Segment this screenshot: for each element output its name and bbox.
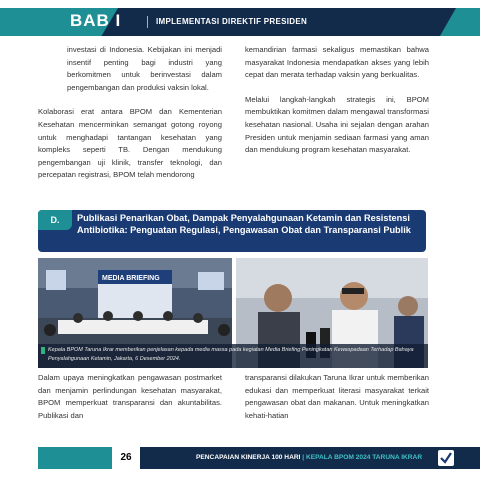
column-left-top (38, 44, 222, 194)
caption-marker (41, 347, 45, 354)
banner-text: MEDIA BRIEFING (102, 275, 160, 282)
header-divider (147, 16, 148, 28)
paragraph: Dalam upaya meningkatkan pengawasan postmarket dan menjamin perlindungan kesehatan masyarakat, BPOM memperkuat transparansi dan akuntabilitas. Publikasi dan (38, 373, 222, 420)
chapter-title: IMPLEMENTASI DIREKTIF PRESIDEN (156, 17, 308, 26)
paragraph: Kolaborasi erat antara BPOM dan Kementerian Kesehatan mencerminkan semangat gotong royong untuk menghadapi tantangan kesehatan yang kompleks seperti TB. Dengan mendukung pengembangan uji klinik, transfer teknologi, dan percepatan registrasi, BPOM telah mendorong (38, 107, 222, 180)
checkmark-icon (438, 450, 454, 466)
footer-text-accent: | KEPALA BPOM 2024 TARUNA IKRAR (302, 454, 423, 461)
column-left-bottom (38, 372, 222, 434)
page-header (0, 0, 480, 44)
chapter-label: BAB I (70, 11, 122, 30)
column-right-top (245, 44, 429, 169)
bpom-logo-icon (438, 450, 454, 466)
section-label: D. (38, 210, 72, 230)
column-right-bottom (245, 372, 429, 434)
paragraph: kemandirian farmasi sekaligus memastikan bahwa masyarakat Indonesia mendapatkan akses yang lebih cepat dan merata terhadap vaksin yang berkualitas. (245, 45, 429, 80)
paragraph: investasi di Indonesia. Kebijakan ini menjadi insentif penting bagi industri yang berkomitmen untuk berinvestasi dalam pengembangan dan produksi vaksin lokal. (67, 45, 222, 92)
paragraph: transparansi dilakukan Taruna Ikrar untuk memberikan edukasi dan memperkuat literasi masyarakat terkait pengawasan obat dan makanan. Untuk meningkatkan kehati-hatian (245, 373, 429, 420)
section-title: Publikasi Penarikan Obat, Dampak Penyalahgunaan Ketamin dan Resistensi Antibiotika: Penguatan Regulasi, Pengawasan Obat dan Transparansi Publik (77, 213, 411, 235)
paragraph: Melalui langkah-langkah strategis ini, BPOM membuktikan komitmen dalam mengawal transformasi kesehatan nasional. Usaha ini sejalan dengan arahan Presiden untuk menjamin sediaan farmasi yang aman dan mendukung program kesehatan masyarakat. (245, 94, 429, 155)
footer-text-main: PENCAPAIAN KINERJA 100 HARI (196, 454, 301, 461)
page-number: 26 (112, 447, 140, 469)
footer-text (196, 454, 422, 461)
photo-caption: Kepala BPOM Taruna Ikrar memberikan penjelasan kepada media massa pada kegiatan Media Briefing Peningkatan Kewaspadaan Terhadap Bahaya Penyalahgunaan Ketamin, Jakarta, 6 Desember 2024. (38, 344, 428, 368)
